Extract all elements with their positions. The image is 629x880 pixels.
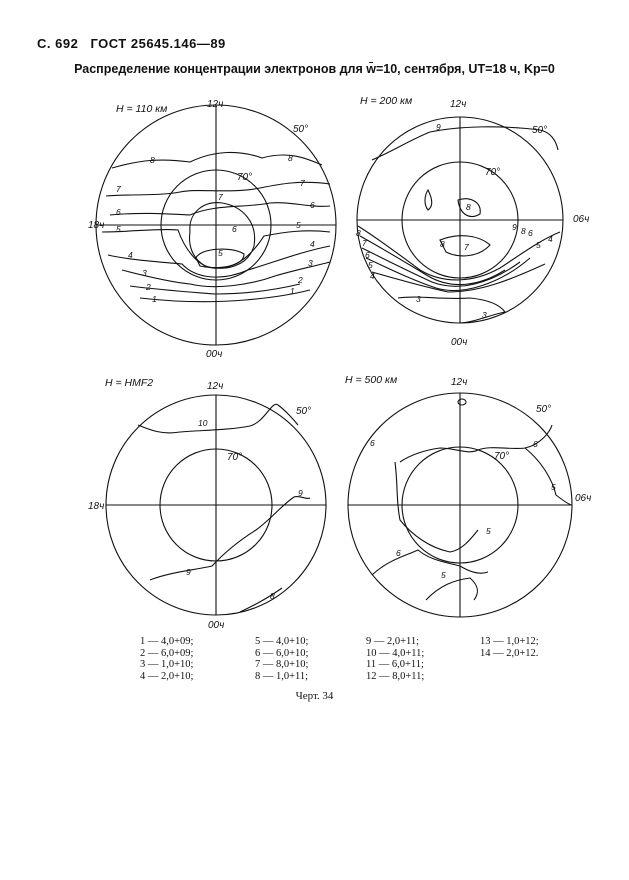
map-label: H = 200 км — [360, 95, 413, 107]
contour-label: 6 — [365, 250, 370, 260]
contour-label: 5 — [218, 248, 223, 258]
latitude-label-50: 50° — [296, 406, 312, 417]
contour-label: 5 — [296, 220, 301, 230]
contour-9 — [372, 127, 558, 160]
legend-item: 2 — 6,0+09; — [140, 647, 194, 659]
legend-item: 6 — 6,0+10; — [255, 647, 309, 659]
hour-label-06: 06ч — [573, 214, 590, 225]
page-number: С. 692 — [37, 36, 79, 51]
legend-item: 3 — 1,0+10; — [140, 659, 194, 670]
hour-label-00: 00ч — [208, 620, 225, 631]
hour-label-12: 12ч — [451, 377, 468, 388]
contour-label: 6 — [396, 548, 401, 558]
contour-label: 8 — [288, 153, 293, 163]
contour-2 — [130, 284, 300, 294]
contour-label: 6 — [310, 200, 315, 210]
legend-item: 14 — 2,0+12. — [480, 647, 539, 659]
legend-item: 1 — 4,0+09; — [140, 636, 194, 647]
latitude-label-70: 70° — [227, 452, 243, 463]
contour-label: 8 — [440, 239, 445, 249]
contour-label: 7 — [362, 238, 367, 248]
hour-label-12: 12ч — [450, 99, 467, 110]
hour-label-00: 00ч — [206, 349, 223, 360]
legend-item: 10 — 4,0+11; — [366, 647, 425, 659]
contour-6-outer — [110, 203, 330, 215]
contour-label: 6 — [533, 439, 538, 449]
contour-label: 3 — [308, 258, 313, 268]
map-hmf2 — [106, 395, 326, 615]
map-label: H = HMF2 — [105, 377, 154, 389]
contour-label: 5 — [536, 240, 541, 250]
contour-label: 5 — [368, 260, 373, 270]
contour-label: 6 — [370, 438, 375, 448]
latitude-label-70: 70° — [237, 172, 253, 183]
contour-label: 4 — [128, 250, 133, 260]
contour-small-ring — [458, 399, 466, 405]
figure-caption: Черт. 34 — [295, 690, 334, 702]
contour-label: 3 — [416, 294, 421, 304]
legend-column-4 — [480, 636, 539, 659]
latitude-label-50: 50° — [536, 404, 552, 415]
legend-item: 9 — 2,0+11; — [366, 636, 420, 647]
latitude-label-70: 70° — [494, 451, 510, 462]
contour-label: 7 — [300, 178, 305, 188]
hour-label-18: 18ч — [88, 501, 105, 512]
contour-label: 8 — [150, 155, 155, 165]
legend-item: 4 — 2,0+10; — [140, 670, 194, 682]
contour-label: 9 — [512, 222, 517, 232]
hour-label-18: 18ч — [88, 220, 105, 231]
contour-label: 9 — [436, 122, 441, 132]
contour-label: 5 — [116, 224, 121, 234]
contour-island — [425, 190, 432, 210]
legend-column-2 — [255, 636, 308, 682]
map-500km — [348, 393, 572, 617]
contour-label: 8 — [356, 228, 361, 238]
hour-label-06: 06ч — [575, 493, 592, 504]
map-label: H = 110 км — [116, 103, 168, 115]
legend-item: 13 — 1,0+12; — [480, 636, 539, 647]
contour-label: 10 — [198, 418, 208, 428]
contour-label: 4 — [310, 239, 315, 249]
hour-label-12: 12ч — [207, 381, 224, 392]
contour-label: 3 — [482, 310, 487, 320]
contour-label: 9 — [298, 488, 303, 498]
contour-label: 2 — [146, 282, 151, 292]
contour-label: 5 — [551, 482, 556, 492]
contour-label: 5 — [486, 526, 491, 536]
contour-label: 4 — [548, 234, 553, 244]
contour-1 — [140, 290, 310, 302]
contour-8 — [240, 588, 282, 612]
contour-label: 7 — [218, 192, 223, 202]
legend-item: 11 — 6,0+11; — [366, 659, 424, 670]
legend-item: 5 — 4,0+10; — [255, 636, 309, 647]
legend-item: 12 — 8,0+11; — [366, 670, 425, 682]
contour-label: 9 — [186, 567, 191, 577]
hour-label-00: 00ч — [451, 337, 468, 348]
legend-column-3 — [366, 636, 424, 682]
legend-column-1 — [140, 636, 193, 682]
contour-label: 3 — [142, 268, 147, 278]
contour-label: 4 — [370, 271, 375, 281]
latitude-label-50: 50° — [293, 124, 309, 135]
contour-label: 6 — [528, 228, 533, 238]
contour-5-inner — [395, 462, 478, 552]
contour-label: 8 — [521, 226, 526, 236]
contour-7 — [360, 236, 505, 285]
contour-label: 7 — [464, 242, 469, 252]
standard-code: ГОСТ 25645.146—89 — [90, 36, 226, 51]
contour-5-bottom — [426, 578, 477, 600]
contour-label: 1 — [290, 286, 295, 296]
contour-label: 6 — [232, 224, 237, 234]
latitude-label-70: 70° — [485, 167, 501, 178]
contour-6-top — [400, 425, 552, 462]
contour-5-right — [525, 448, 572, 505]
contour-label: 7 — [116, 184, 121, 194]
contour-label: 5 — [441, 570, 446, 580]
legend-item: 8 — 1,0+11; — [255, 670, 309, 682]
map-label: H = 500 км — [345, 374, 398, 386]
contour-label: 8 — [466, 202, 471, 212]
contour-label: 1 — [152, 294, 157, 304]
legend-item: 7 — 8,0+10; — [255, 659, 309, 670]
map-200km — [357, 117, 563, 323]
hour-label-12: 12ч — [207, 99, 224, 110]
contour-label: 6 — [116, 207, 121, 217]
contour-9 — [150, 497, 310, 580]
contour-label: 2 — [298, 275, 303, 285]
contour-label: 8 — [270, 591, 275, 601]
latitude-label-50: 50° — [532, 125, 548, 136]
figure-title: Распределение концентрации электронов для w̄=10, сентября, UT=18 ч, Kp=0 — [74, 62, 555, 76]
